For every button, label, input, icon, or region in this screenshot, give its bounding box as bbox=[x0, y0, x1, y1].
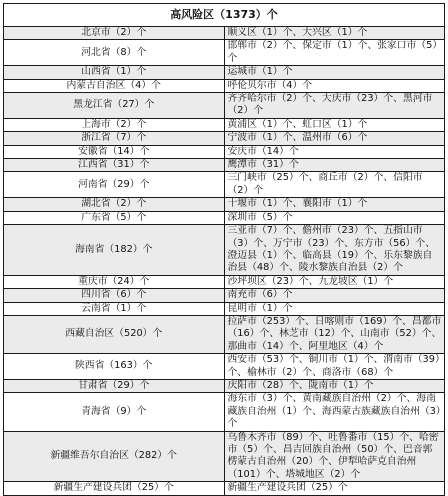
areas-cell: 邯郸市（2）个、保定市（1）个、张家口市（5）个 bbox=[224, 40, 445, 66]
province-cell: 西藏自治区（520）个 bbox=[4, 315, 225, 353]
areas-cell: 沙坪坝区（23）个、九龙坡区（1）个 bbox=[224, 275, 445, 288]
table-row bbox=[4, 145, 445, 158]
province-cell: 浙江省（7）个 bbox=[4, 132, 225, 145]
table-row bbox=[4, 198, 445, 211]
risk-area-document bbox=[3, 3, 445, 496]
province-cell: 青海省（9）个 bbox=[4, 393, 225, 431]
table-row bbox=[4, 354, 445, 380]
province-cell: 内蒙古自治区（4）个 bbox=[4, 79, 225, 92]
province-cell: 河北省（8）个 bbox=[4, 40, 225, 66]
province-cell: 陕西省（163）个 bbox=[4, 354, 225, 380]
province-cell: 北京市（2）个 bbox=[4, 27, 225, 40]
areas-cell: 深圳市（5）个 bbox=[224, 211, 445, 224]
province-cell: 上海市（2）个 bbox=[4, 118, 225, 131]
province-cell: 四川省（6）个 bbox=[4, 289, 225, 302]
province-cell: 山西省（1）个 bbox=[4, 66, 225, 79]
areas-cell: 安庆市（14）个 bbox=[224, 145, 445, 158]
areas-cell: 顺义区（1）个、大兴区（1）个 bbox=[224, 27, 445, 40]
province-cell: 甘肃省（29）个 bbox=[4, 379, 225, 392]
province-cell: 重庆市（24）个 bbox=[4, 275, 225, 288]
table-row bbox=[4, 315, 445, 353]
areas-cell: 运城市（1）个 bbox=[224, 66, 445, 79]
table-row bbox=[4, 93, 445, 119]
areas-cell: 三门峡市（25）个、商丘市（2）个、信阳市（2）个 bbox=[224, 172, 445, 198]
table-row bbox=[4, 225, 445, 276]
province-cell: 新疆维吾尔自治区（282）个 bbox=[4, 431, 225, 482]
table-row bbox=[4, 275, 445, 288]
areas-cell: 昆明市（1）个 bbox=[224, 302, 445, 315]
table-title-row bbox=[4, 4, 445, 27]
province-cell: 安徽省（14）个 bbox=[4, 145, 225, 158]
table-row bbox=[4, 393, 445, 431]
table-row bbox=[4, 118, 445, 131]
table-row bbox=[4, 27, 445, 40]
areas-cell: 拉萨市（253）个、日喀则市（169）个、昌都市（16）个、林芝市（12）个、山南市（52）个、那曲市（14）个、阿里地区（4）个 bbox=[224, 315, 445, 353]
table-row bbox=[4, 482, 445, 495]
areas-cell: 庆阳市（28）个、陇南市（1）个 bbox=[224, 379, 445, 392]
areas-cell: 齐齐哈尔市（2）个、大庆市（23）个、黑河市（2）个 bbox=[224, 93, 445, 119]
province-cell: 黑龙江省（27）个 bbox=[4, 93, 225, 119]
areas-cell: 乌鲁木齐市（89）个、吐鲁番市（15）个、哈密市（5）个、昌吉回族自治州（50）个、巴音郭楞蒙古自治州（20）个、伊犁哈萨克自治州（101）个、塔城地区（2）个 bbox=[224, 431, 445, 482]
province-cell: 新疆生产建设兵团（25）个 bbox=[4, 482, 225, 495]
areas-cell: 宁波市（1）个、温州市（6）个 bbox=[224, 132, 445, 145]
province-cell: 广东省（5）个 bbox=[4, 211, 225, 224]
table-row bbox=[4, 211, 445, 224]
province-cell: 江西省（31）个 bbox=[4, 159, 225, 172]
table-row bbox=[4, 40, 445, 66]
areas-cell: 南充市（6）个 bbox=[224, 289, 445, 302]
areas-cell: 三亚市（7）个、儋州市（23）个、五指山市（3）个、万宁市（23）个、东方市（56）个、澄迈县（1）个、临高县（19）个、乐东黎族自治县（48）个、陵水黎族自治县（2）个 bbox=[224, 225, 445, 276]
table-row bbox=[4, 172, 445, 198]
province-cell: 河南省（29）个 bbox=[4, 172, 225, 198]
table-row bbox=[4, 379, 445, 392]
areas-cell: 海东市（3）个、黄南藏族自治州（2）个、海南藏族自治州（1）个、海西蒙古族藏族自治州（3）个 bbox=[224, 393, 445, 431]
table-row bbox=[4, 431, 445, 482]
province-cell: 海南省（182）个 bbox=[4, 225, 225, 276]
areas-cell: 呼伦贝尔市（4）个 bbox=[224, 79, 445, 92]
areas-cell: 鹰潭市（31）个 bbox=[224, 159, 445, 172]
table-title: 高风险区（1373）个 bbox=[4, 4, 445, 27]
table-row bbox=[4, 302, 445, 315]
table-row bbox=[4, 132, 445, 145]
risk-area-table bbox=[3, 3, 445, 496]
areas-cell: 十堰市（1）个、襄阳市（1）个 bbox=[224, 198, 445, 211]
areas-cell: 黄浦区（1）个、虹口区（1）个 bbox=[224, 118, 445, 131]
province-cell: 云南省（1）个 bbox=[4, 302, 225, 315]
table-row bbox=[4, 79, 445, 92]
province-cell: 湖北省（2）个 bbox=[4, 198, 225, 211]
areas-cell: 新疆生产建设兵团（25）个 bbox=[224, 482, 445, 495]
areas-cell: 西安市（53）个、铜川市（1）个、渭南市（39）个、榆林市（2）个、商洛市（68）个 bbox=[224, 354, 445, 380]
table-row bbox=[4, 159, 445, 172]
table-row bbox=[4, 289, 445, 302]
table-row bbox=[4, 66, 445, 79]
